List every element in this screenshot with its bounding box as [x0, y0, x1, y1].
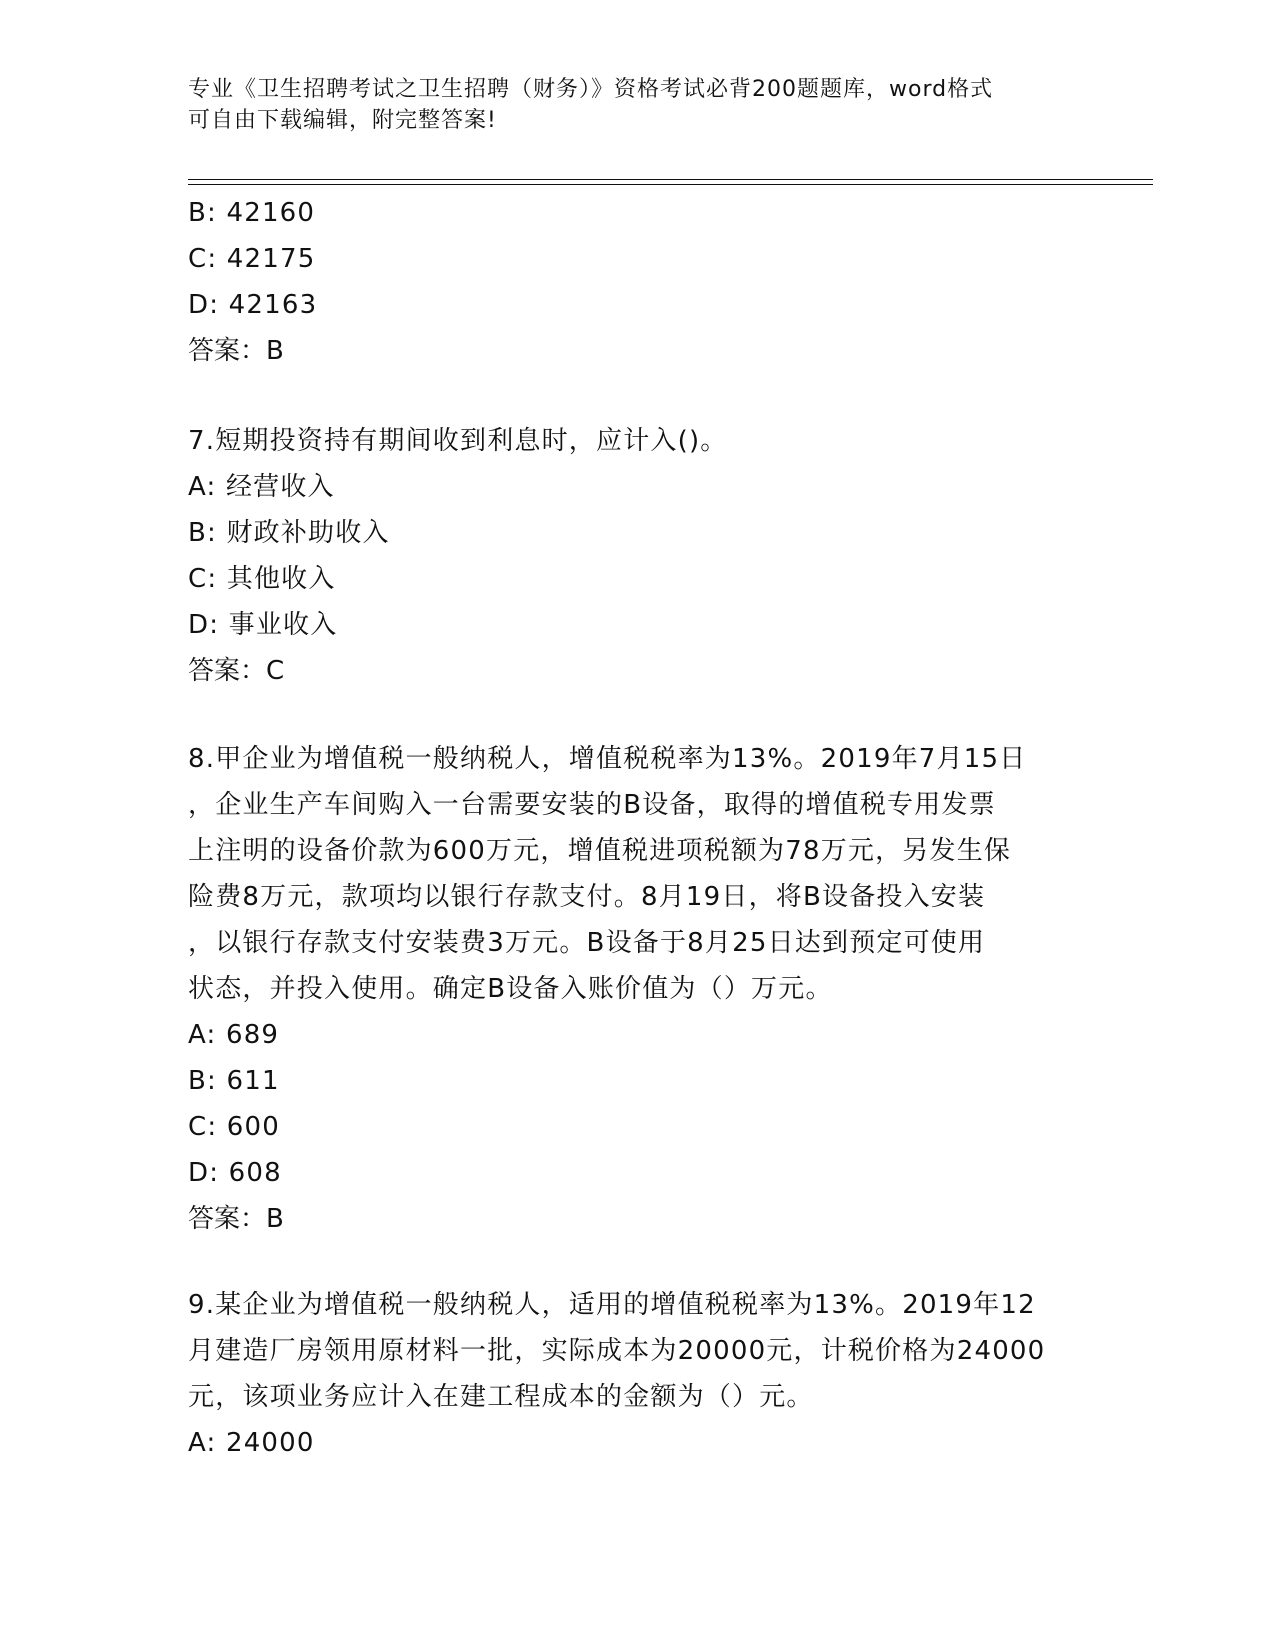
question-stem-line: 月建造厂房领用原材料一批，实际成本为20000元，计税价格为24000 [188, 1336, 1046, 1366]
question-stem-line: ，企业生产车间购入一台需要安装的B设备，取得的增值税专用发票 [188, 790, 996, 820]
option-c: C: 其他收入 [188, 564, 336, 594]
spacer [188, 1242, 1088, 1282]
option-b: B: 财政补助收入 [188, 518, 390, 548]
spacer [188, 374, 1088, 418]
option-a: A: 689 [188, 1020, 280, 1050]
question-stem-line: 险费8万元，款项均以银行存款支付。8月19日，将B设备投入安装 [188, 882, 986, 912]
spacer [188, 694, 1088, 736]
option-a: A: 经营收入 [188, 472, 335, 502]
option-d: D: 608 [188, 1158, 282, 1188]
question-stem-line: 9.某企业为增值税一般纳税人，适用的增值税税率为13%。2019年12 [188, 1290, 1036, 1320]
answer: 答案：C [188, 656, 285, 686]
question-stem: 7.短期投资持有期间收到利息时，应计入()。 [188, 426, 728, 456]
option-d: D: 事业收入 [188, 610, 338, 640]
answer: 答案：B [188, 336, 284, 366]
header-rule-top [188, 179, 1153, 180]
header-line-2: 可自由下载编辑，附完整答案! [188, 108, 497, 133]
option-b: B: 611 [188, 1066, 280, 1096]
document-header [188, 74, 1068, 136]
option-b: B: 42160 [188, 198, 316, 228]
question-stem-line: 状态，并投入使用。确定B设备入账价值为（）万元。 [188, 974, 833, 1004]
question-6 [188, 190, 1088, 374]
option-d: D: 42163 [188, 290, 318, 320]
question-stem-line: 8.甲企业为增值税一般纳税人，增值税税率为13%。2019年7月15日 [188, 744, 1027, 774]
question-9 [188, 1282, 1088, 1466]
option-c: C: 600 [188, 1112, 281, 1142]
question-stem-line: 元，该项业务应计入在建工程成本的金额为（）元。 [188, 1382, 814, 1412]
question-stem-line: 上注明的设备价款为600万元，增值税进项税额为78万元，另发生保 [188, 836, 1012, 866]
question-list [188, 190, 1088, 1466]
option-a: A: 24000 [188, 1428, 315, 1458]
question-7 [188, 418, 1088, 694]
answer: 答案：B [188, 1204, 284, 1234]
option-c: C: 42175 [188, 244, 316, 274]
header-line-1: 专业《卫生招聘考试之卫生招聘（财务）》资格考试必背200题题库，word格式 [188, 77, 994, 102]
header-rule-bottom [188, 184, 1153, 185]
question-8 [188, 736, 1088, 1242]
question-stem-line: ，以银行存款支付安装费3万元。B设备于8月25日达到预定可使用 [188, 928, 986, 958]
